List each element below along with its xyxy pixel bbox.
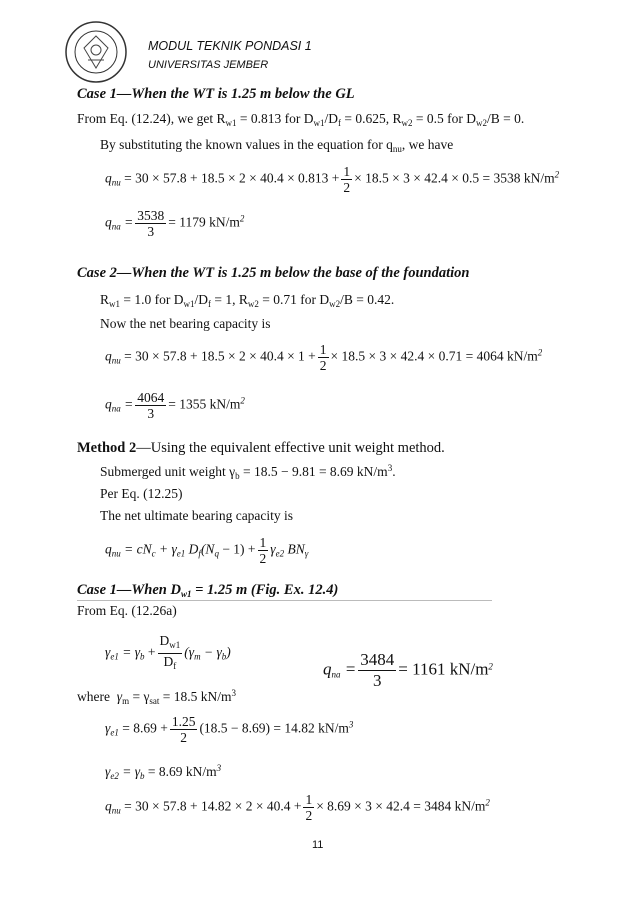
case2-heading: Case 2—When the WT is 1.25 m below the base of the foundation: [77, 265, 470, 281]
case1b-qna-result: $q_{na}$ = $\frac{3484}{3}$ = 1161 $kN/m^2$: [323, 650, 493, 690]
case1b-qnu-equation: $q_{nu} = 30 \times 57.8 + 14.82 \times 2 \times 40.4$ + $\frac{1}{2}$ × 8.69 × 3 × 42.4 = 3484 $kN/m^2$: [105, 792, 490, 823]
case2-line1: $R_{w1} = 1.0$ for $D_{w1}/D_f = 1$, $R_{w2} = 0.71$ for $D_{w2}/B = 0.42$.: [100, 292, 395, 309]
university-logo: [64, 20, 128, 84]
case1-heading: Case 1—When the WT is 1.25 m below the GL: [77, 86, 355, 102]
page-number: 11: [312, 839, 324, 851]
method2-formula: $q_{nu} = cN_c + \gamma_{e1}$ $D_f(N_q - 1)$ + $\frac{1}{2}$ $\gamma_{e2}$ $BN_\gamma$: [105, 535, 309, 566]
method2-line2: Per Eq. (12.25): [100, 486, 183, 501]
method2-line1: Submerged unit weight $\gamma_b = 18.5 - 9.81 = 8.69$ $kN/m^3$.: [100, 463, 396, 481]
case1-qnu-equation: $q_{nu} = 30 \times 57.8 + 18.5 \times 2 \times 40.4 \times 0.813$ + $\frac{1}{2}$ × 18.5 × 3 × 42.4 × 0.5 = 3538 $kN/m^2$: [105, 164, 560, 195]
where-line: where $\gamma_m = \gamma_{sat} = 18.5$ $kN/m^3$: [77, 688, 237, 706]
method2-heading: Method 2—Using the equivalent effective unit weight method.: [77, 440, 445, 456]
case1b-heading: Case 1—When $D_{w1} = 1.25$ m (Fig. Ex. 12.4): [77, 582, 339, 599]
method2-line3: The net ultimate bearing capacity is: [100, 508, 294, 523]
university-seal-icon: [64, 20, 128, 84]
case1-qna-equation: $q_{na}$ = $\frac{3538}{3}$ = 1179 $kN/m^2$: [105, 208, 245, 239]
case2-qnu-equation: $q_{nu} = 30 \times 57.8 + 18.5 \times 2 \times 40.4 \times 1$ + $\frac{1}{2}$ × 18.5 × 3 × 42.4 × 0.71 = 4064 $kN/m^2$: [105, 342, 543, 373]
case2-qna-equation: $q_{na}$ = $\frac{4064}{3}$ = 1355 $kN/m^2$: [105, 390, 245, 421]
case1-line2: By substituting the known values in the equation for $q_{nu}$, we have: [100, 137, 454, 154]
gamma-e1-formula: $\gamma_{e1} = \gamma_b$ + $\frac{D_{w1}}{D_f}$ $(\gamma_m - \gamma_b)$: [105, 633, 231, 671]
gamma-e1-value: $\gamma_{e1} = 8.69$ + $\frac{1.25}{2}$ (18.5 − 8.69) = 14.82 $kN/m^3$: [105, 714, 354, 745]
header-subtitle: UNIVERSITAS JEMBER: [148, 59, 269, 71]
header-title: MODUL TEKNIK PONDASI 1: [148, 39, 312, 53]
case1b-line1: From Eq. (12.26a): [77, 603, 177, 618]
gamma-e2-value: $\gamma_{e2} = \gamma_b = 8.69$ $kN/m^3$: [105, 763, 222, 781]
heading-underline: [77, 600, 492, 601]
case1-line1: From Eq. (12.24), we get $R_{w1} = 0.813$ for $D_{w1}/D_f = 0.625$, $R_{w2} = 0.5$ for $D_{w2}/B = 0$.: [77, 111, 525, 128]
case2-line2: Now the net bearing capacity is: [100, 316, 271, 331]
